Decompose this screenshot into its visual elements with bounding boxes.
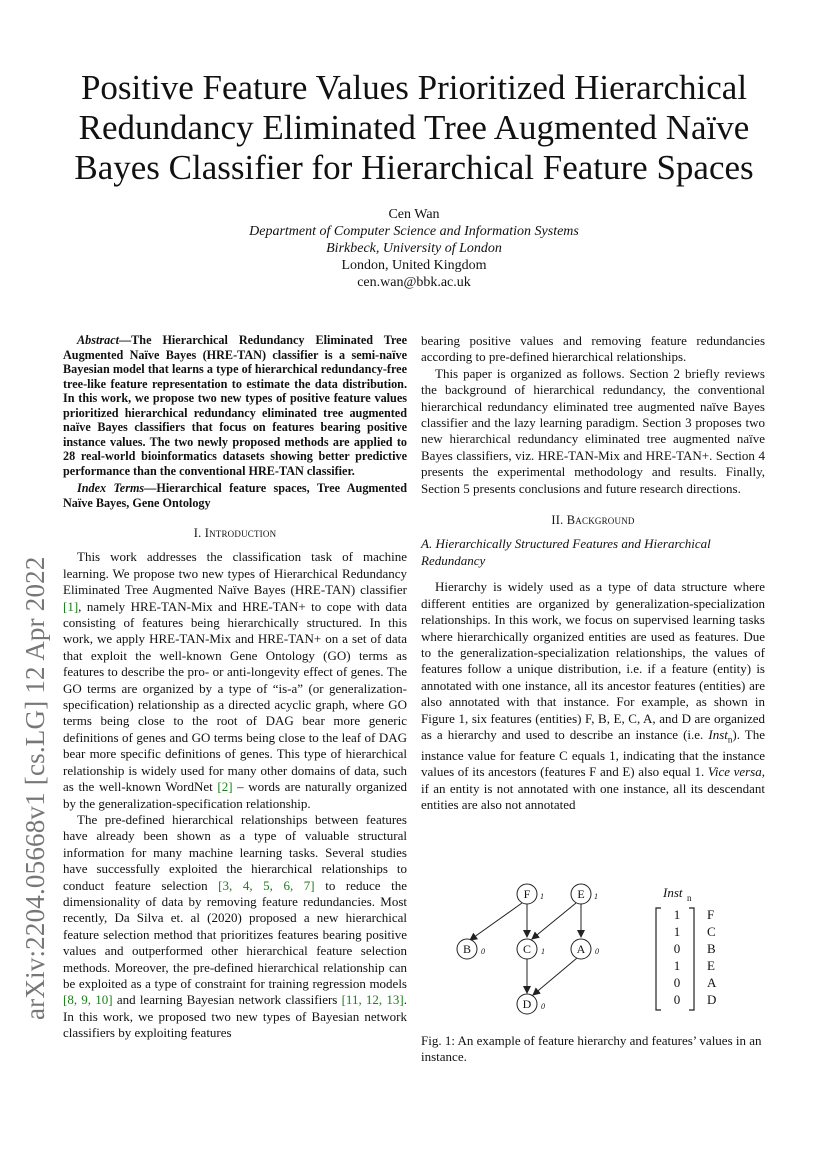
author-name: Cen Wan <box>388 207 440 222</box>
index-terms-label: Index Terms <box>77 481 145 495</box>
vector-label: E <box>707 958 715 973</box>
author-city: London, United Kingdom <box>341 258 487 273</box>
vector-value: 0 <box>673 941 681 956</box>
right-paragraph-1: This paper is organized as follows. Section 2 briefly reviews the background of hierarchical redundancy, the conventional hierarchical redundancy eliminated tree augmented naïve Bayes classifier and the lazy learning paradigm. Section 3 proposes two new hierarchical redundancy eliminated tree augmented naïve Bayes classifiers, viz. HRE-TAN-Mix and HRE-TAN+. Section 4 presents the experimental methodology and results. Finally, Section 5 presents conclusions and future research directions. <box>421 365 765 496</box>
intro-paragraph-1 <box>63 549 407 812</box>
edge-a-d <box>533 958 577 995</box>
arxiv-identifier: arXiv:2204.05668v1 [cs.LG] 12 Apr 2022 <box>20 556 50 1020</box>
vector-title-subscript: n <box>687 893 692 903</box>
node-a-value: 0 <box>595 947 599 956</box>
author-univ: Birkbeck, University of London <box>326 241 502 256</box>
citation-link[interactable]: [3, 4, 5, 6, 7] <box>218 877 315 893</box>
text-run: ). The instance value for feature C equals 1, indicating that the instance values of its ancestors (features F and E) also equal 1. <box>421 726 765 780</box>
figure-caption: Fig. 1: An example of feature hierarchy and features’ values in an instance. <box>421 1033 762 1065</box>
abstract <box>63 333 407 478</box>
text-run: , if an entity is not annotated with one instance, all its descendant entities are also not annotated <box>421 764 765 813</box>
vector-label: F <box>707 907 715 922</box>
node-e-value: 1 <box>594 892 598 901</box>
node-c-value: 1 <box>541 947 545 956</box>
edge-f-b <box>470 903 522 940</box>
citation-link[interactable]: [1] <box>63 598 79 614</box>
inst-subscript: n <box>727 734 733 745</box>
vector-value: 1 <box>673 907 681 922</box>
edge-e-c <box>532 903 576 939</box>
author-block <box>60 206 768 291</box>
right-column <box>421 333 765 814</box>
node-f-label: F <box>523 887 531 901</box>
text-run: , namely HRE-TAN-Mix and HRE-TAN+ to cope with data consisting of features being hierarchically structured. In this work, we apply HRE-TAN-Mix and HRE-TAN+ on a set of data that exploit the well-known Gene Ontology (GO) terms as features to describe the pro- or anti-longevity effect of genes. The GO terms are organized by a type of “is-a” (or generalization-specification) relationship as a directed acyclic graph, where GO terms being close to the root of DAG bear more generic definitions of genes and GO terms being close to the leaf of DAG bear more specific definitions of genes. This type of hierarchical relationship is widely used for many other domains of data, such as the well-known WordNet <box>63 598 407 795</box>
node-e-label: E <box>577 887 585 901</box>
vector-label: C <box>707 924 716 939</box>
node-f-value: 1 <box>540 892 544 901</box>
text-run: to reduce the dimensionality of data by removing feature redundancies. Most recently, Da Silva et. al (2020) proposed a new hierarchical feature selection method that prioritizes features bearing positive values and outperformed other hierarchical feature selection methods. Moreover, the pre-defined hierarchical relationship can be exploited as a type of constraint for training regression models <box>63 877 407 991</box>
index-terms-text: —Hierarchical feature spaces, Tree Augmented Naïve Bayes, Gene Ontology <box>63 481 407 510</box>
node-b-value: 0 <box>481 947 485 956</box>
node-d-label: D <box>522 997 532 1011</box>
background-paragraph <box>421 579 765 813</box>
subsection-heading: A. Hierarchically Structured Features and Hierarchical Redundancy <box>421 536 711 568</box>
title-line-1: Positive Feature Values Prioritized Hierarchical <box>80 68 748 107</box>
node-b-label: B <box>462 942 472 956</box>
title-line-3: Bayes Classifier for Hierarchical Feature Spaces <box>74 148 754 187</box>
citation-link[interactable]: [8, 9, 10] <box>63 992 113 1008</box>
vector-label: D <box>707 992 717 1007</box>
text-run: This work addresses the classification task of machine learning. We propose two new types of Hierarchical Redundancy Eliminated Tree Augmented Naïve Bayes (HRE-TAN) classifier <box>63 549 407 598</box>
text-run: . In this work, we proposed two new types of Bayesian network classifiers by exploiting features <box>63 992 407 1041</box>
citation-link[interactable]: [11, 12, 13] <box>341 992 404 1008</box>
vector-label: A <box>707 975 717 990</box>
vector-bracket-right <box>689 908 694 1010</box>
vector-label: B <box>707 941 716 956</box>
intro-paragraph-2 <box>63 812 407 1042</box>
abstract-text: —The Hierarchical Redundancy Eliminated Tree Augmented Naïve Bayes (HRE-TAN) classifier is a semi-naïve Bayesian model that learns a type of hierarchical redundancy-free tree-like feature representation to estimate the data distribution. In this work, we propose two new types of positive feature values prioritized hierarchical redundancy eliminated tree augmented naïve Bayes classifiers that focus on features bearing positive instance values. The two newly proposed methods are applied to 28 real-world bioinformatics datasets showing better predictive performance than the conventional HRE-TAN classifier. <box>63 333 407 478</box>
citation-link[interactable]: [2] <box>217 779 233 795</box>
section-heading-introduction: I. Introduction <box>193 526 277 540</box>
author-email: cen.wan@bbk.ac.uk <box>357 275 471 290</box>
node-d-value: 0 <box>541 1002 545 1011</box>
inst-symbol: Inst <box>708 726 728 742</box>
text-run: and learning Bayesian network classifiers <box>112 992 342 1008</box>
left-column <box>63 333 407 1042</box>
abstract-label: Abstract <box>77 333 119 347</box>
index-terms <box>63 481 407 510</box>
paper-title <box>60 68 768 188</box>
vector-value: 0 <box>673 992 681 1007</box>
text-run: – words are naturally organized by the generalization-specification relationship. <box>63 779 407 811</box>
right-paragraph-0: bearing positive values and removing feature redundancies according to pre-defined hierarchical relationships. <box>421 333 765 365</box>
node-a-label: A <box>576 942 586 956</box>
vector-value: 0 <box>673 975 681 990</box>
text-run: Vice versa <box>707 764 762 780</box>
title-line-2: Redundancy Eliminated Tree Augmented Naïve <box>78 108 750 147</box>
author-dept: Department of Computer Science and Information Systems <box>249 224 579 239</box>
section-heading-background: II. Background <box>551 513 635 528</box>
feature-hierarchy-figure <box>421 876 765 1024</box>
vector-value: 1 <box>673 958 681 973</box>
vector-value: 1 <box>673 924 681 939</box>
text-run: Hierarchy is widely used as a type of data structure where different entities are organized by generalization-specialization relationships. In this work, we focus on supervised learning tasks where hierarchically organized entities are used as features. Due to the generalization-specialization relationships, the values of features follow a unique distribution, i.e. if a feature (entity) is annotated with one instance, all its ancestor features (entities) are also annotated with that instance. For example, as shown in Figure 1, six features (entities) F, B, E, C, A, and D are organized as a hierarchy and used to describe an instance (i.e. <box>421 579 765 742</box>
vector-bracket-left <box>656 908 661 1010</box>
node-c-label: C <box>522 942 532 956</box>
text-run: The pre-defined hierarchical relationships between features have already been shown as a type of valuable structural information for many machine learning tasks. Several studies have successfully exploited the hierarchical relationships to conduct feature selection <box>63 811 407 893</box>
vector-title: Inst <box>663 885 683 900</box>
